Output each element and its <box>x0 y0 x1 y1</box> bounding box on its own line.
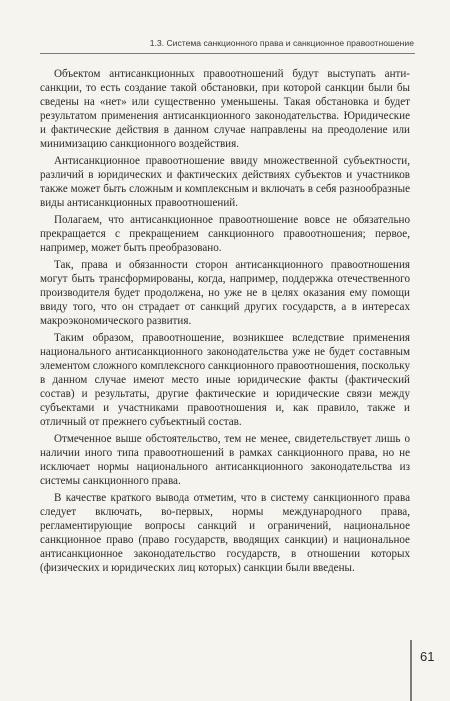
paragraph: Объектом антисанкционных правоотношений будут выступать анти-санкции, то есть создание такой обстановки, при которой санкции были бы сведены на «нет» или существенно уменьшены. Такая обстановка и будет результатом применения антисанкционного законодательства. Юридические и фактические действия в данном случае направлены на преодоление или минимизацию санкционного воздействия. <box>40 68 410 150</box>
paragraph: Полагаем, что антисанкционное правоотношение вовсе не обязательно прекращается с прекращением санкционного правоотношения; первое, например, может быть преобразовано. <box>40 214 410 254</box>
running-header: 1.3. Система санкционного права и санкционное правоотношение <box>149 38 414 48</box>
paragraph: Таким образом, правоотношение, возникшее вследствие применения национального антисанкционного законодательства уже не будет составным элементом сложного комплексного санкционного правоотношения, поскольку в данном случае имеют место иные юридические факты (фактический состав) и результаты, другие фактические и юридические связи между субъектами и участниками правоотношения и, как правило, также и отличный от прежнего субъектный состав. <box>40 332 410 428</box>
body-text <box>40 68 410 579</box>
paragraph: Так, права и обязанности сторон антисанкционного правоотношения могут быть трансформированы, когда, например, поддержка отечественного производителя будет продолжена, но уже не в целях оказания ему помощи ввиду того, что он страдает от санкций других государств, а в интересах макроэкономического развития. <box>40 259 410 327</box>
paragraph: Отмеченное выше обстоятельство, тем не менее, свидетельствует лишь о наличии иного типа правоотношений в рамках санкционного права, но не исключает нормы национального антисанкционного законодательства из системы санкционного права. <box>40 433 410 487</box>
page-margin-rule <box>410 640 412 701</box>
page-number: 61 <box>420 649 435 664</box>
header-rule <box>40 53 415 54</box>
paragraph: В качестве краткого вывода отметим, что в систему санкционного права следует включать, во-первых, нормы международного права, регламентирующие вопросы санкций и ограничений, национальное санкционное право (право государств, вводящих санкции) и национальное антисанкционное законодательство государств, в отношении которых (физических и юридических лиц которых) санкции были введены. <box>40 492 410 574</box>
paragraph: Антисанкционное правоотношение ввиду множественной субъектности, различий в юридических и фактических действиях субъектов и участников также может быть сложным и комплексным и включать в себя разнообразные виды антисанкционных правоотношений. <box>40 154 410 209</box>
